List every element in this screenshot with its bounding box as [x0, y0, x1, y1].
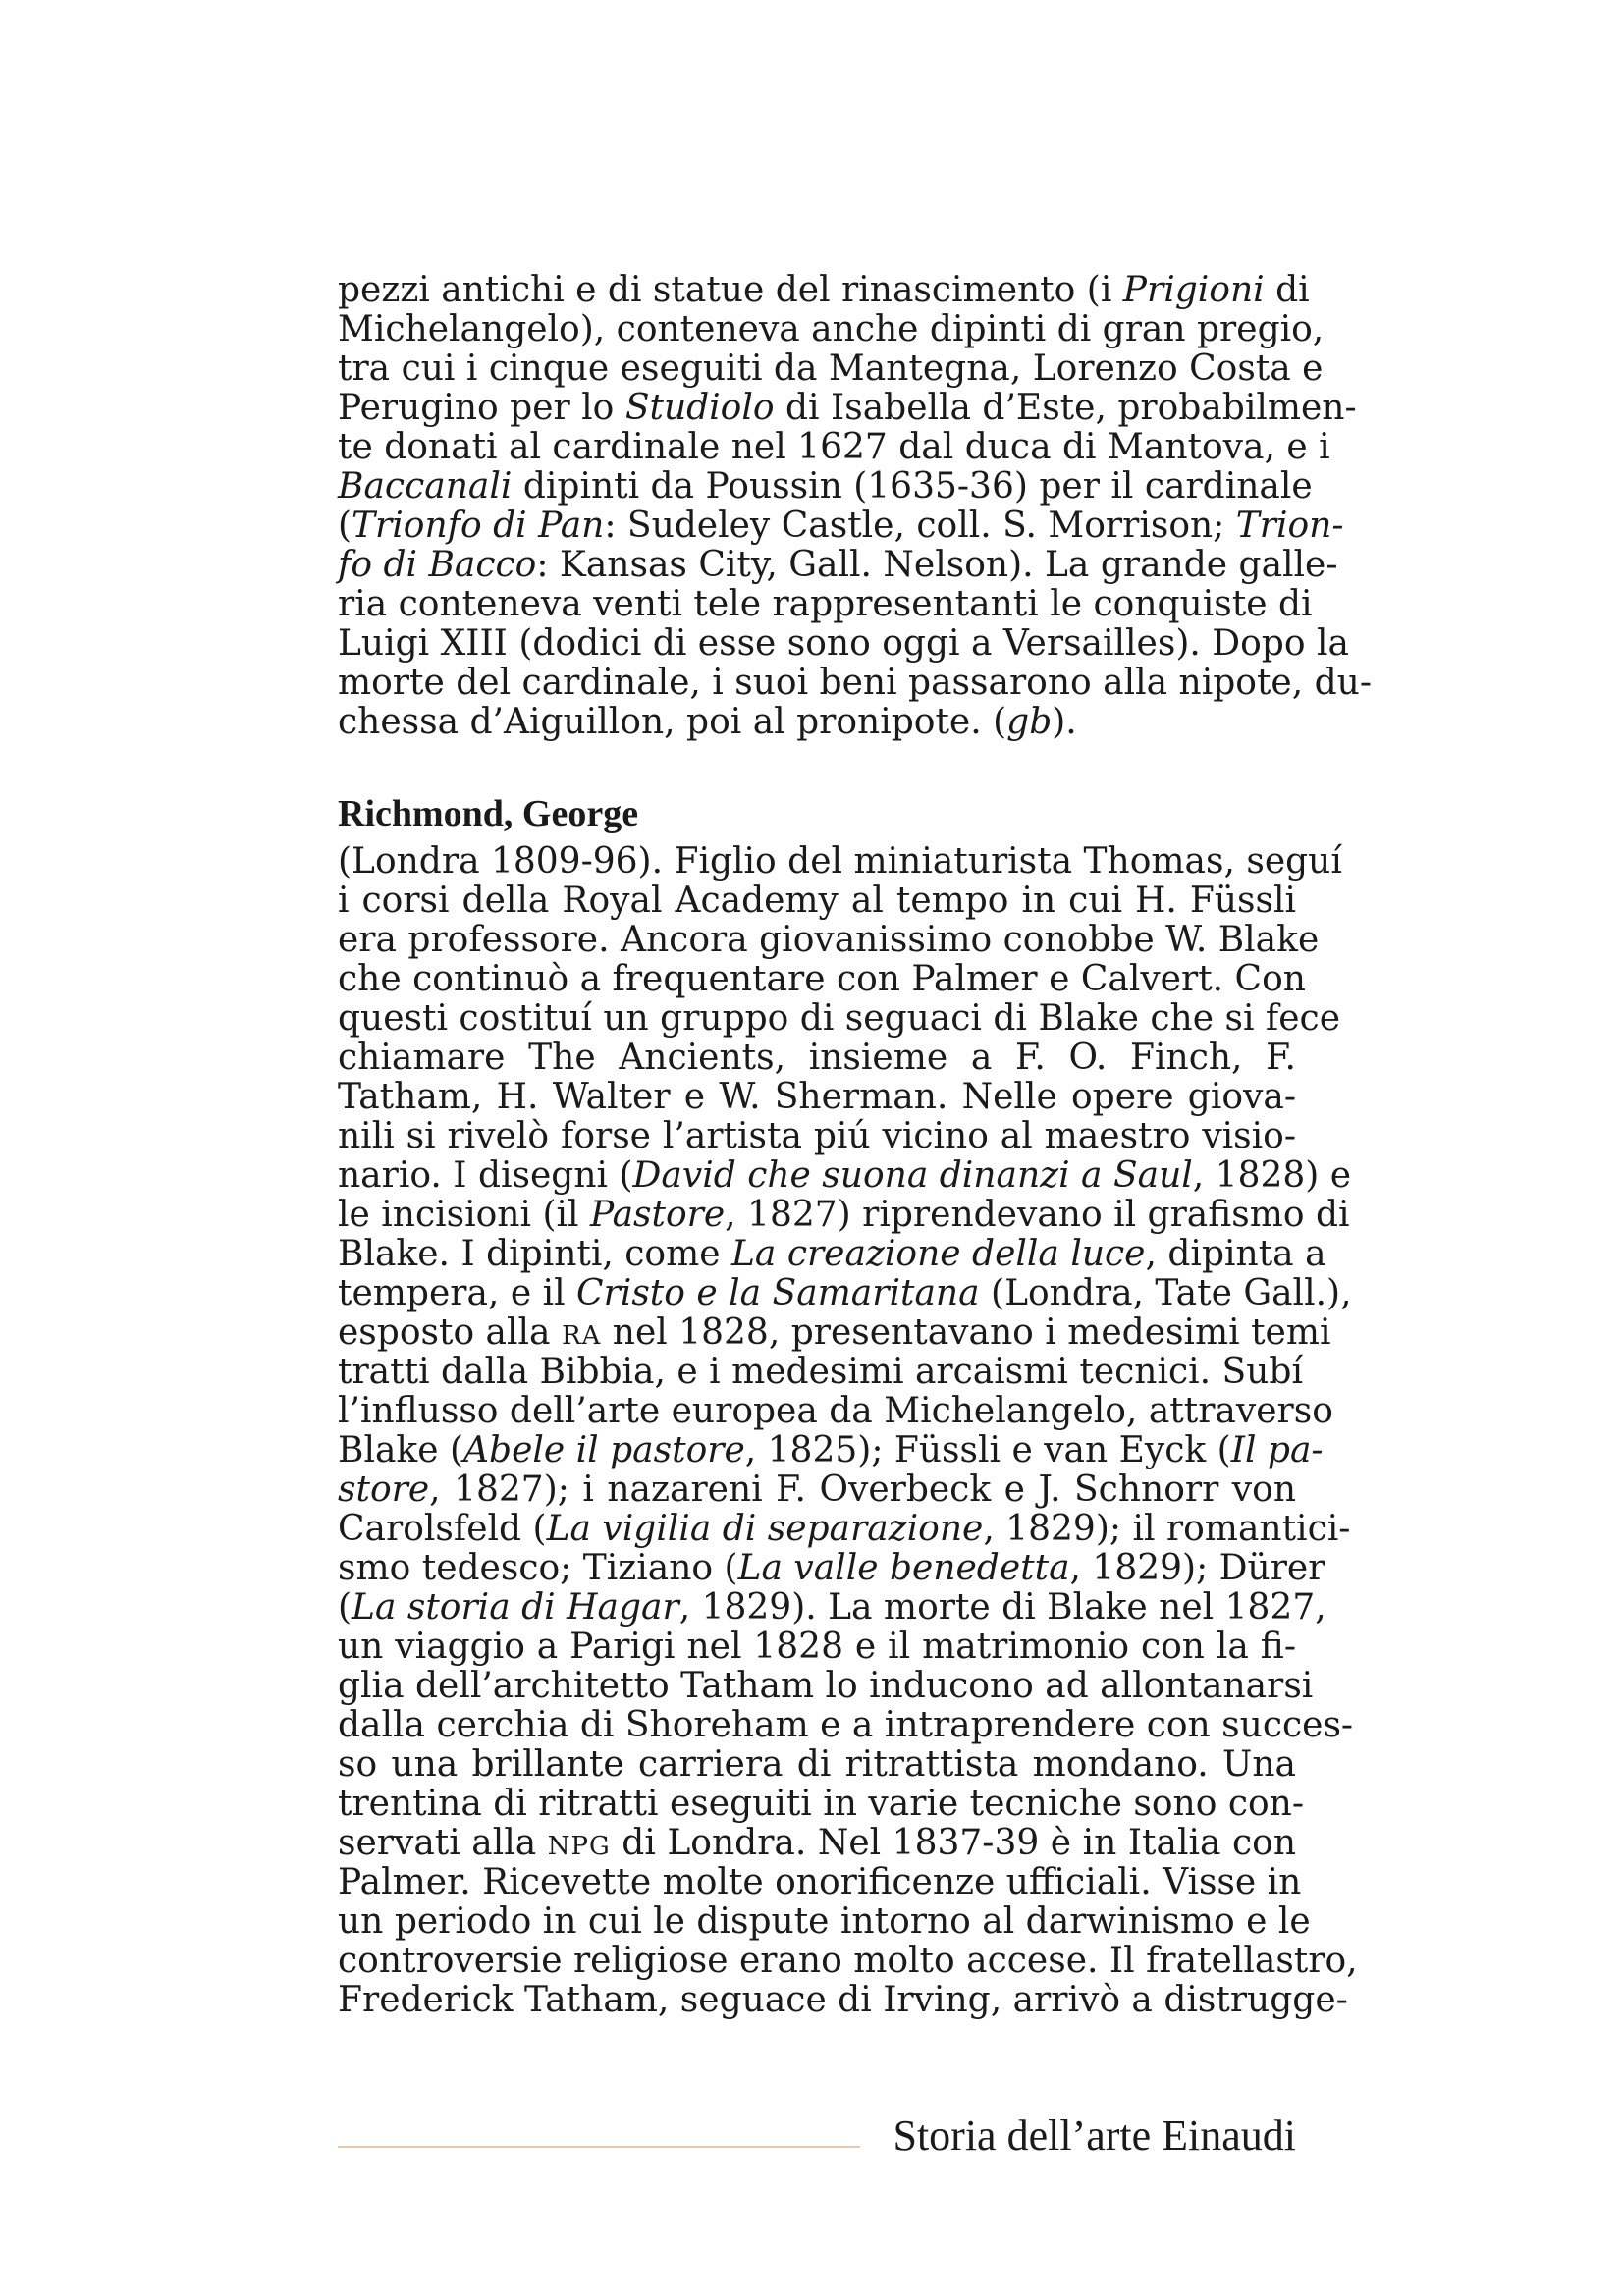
text-run: di Londra. Nel 1837-39 è in Italia con: [610, 1823, 1296, 1863]
text-run: trentina di ritratti eseguiti in varie tecniche sono con-: [338, 1784, 1305, 1824]
continued-entry-text: [338, 270, 1372, 742]
entry-line: [338, 1509, 1351, 1549]
italic-title: Baccanali: [338, 466, 513, 507]
italic-title: gb: [1006, 702, 1053, 742]
italic-title: Cristo e la Samaritana: [576, 1273, 980, 1313]
entry-line: [338, 841, 1342, 881]
abbreviation: NPG: [547, 1832, 611, 1861]
text-run: morte del cardinale, i suoi beni passarono alla nipote, du-: [338, 663, 1372, 703]
footer-rule: [338, 2146, 860, 2148]
entry-line: [338, 1117, 1296, 1156]
entry-line: [338, 1980, 1348, 2020]
text-run: chiamare The Ancients, insieme a F. O. Finch, F.: [338, 1038, 1296, 1078]
text-run: , 1827); i nazareni F. Overbeck e J. Schnorr von: [429, 1469, 1296, 1510]
entry-line: [338, 1745, 1296, 1785]
text-run: so una brillante carriera di ritrattista mondano. Una: [338, 1744, 1296, 1785]
text-run: nili si rivelò forse l’artista piú vicino al maestro visio-: [338, 1116, 1296, 1156]
text-run: , 1829); Dürer: [1069, 1548, 1325, 1588]
text-run: (: [338, 1587, 352, 1628]
entry-line: [338, 1195, 1350, 1235]
entry-line: [338, 1234, 1326, 1274]
italic-title: David che suona dinanzi a Saul: [632, 1155, 1193, 1196]
text-run: controversie religiose erano molto accese. Il fratellastro,: [338, 1941, 1358, 1981]
text-run: nel 1828, presentavano i medesimi temi: [601, 1312, 1331, 1353]
text-run: che continuò a frequentare con Palmer e Calvert. Con: [338, 959, 1306, 999]
continuation-line: [338, 427, 1330, 467]
text-run: chessa d’Aiguillon, poi al pronipote. (: [338, 702, 1007, 742]
entry-line: [338, 1548, 1325, 1588]
entry-line: [338, 1587, 1326, 1628]
entry-line: [338, 1352, 1303, 1392]
text-run: tra cui i cinque eseguiti da Mantegna, Lorenzo Costa e: [338, 348, 1324, 389]
entry-line: [338, 881, 1296, 921]
text-run: esposto alla: [338, 1312, 562, 1353]
continuation-line: [338, 545, 1338, 585]
entry-line: [338, 959, 1306, 999]
entry-line: [338, 1430, 1324, 1470]
entry-body-text: [338, 841, 1358, 2020]
text-run: un viaggio a Parigi nel 1828 e il matrimonio con la fi-: [338, 1627, 1296, 1667]
entry-line: [338, 1391, 1333, 1431]
text-run: ria conteneva venti tele rappresentanti le conquiste di: [338, 584, 1313, 624]
text-run: dalla cerchia di Shoreham e a intraprendere con succes-: [338, 1705, 1354, 1745]
text-column: [338, 270, 1372, 2020]
continuation-line: [338, 623, 1349, 664]
italic-title: Abele il pastore: [463, 1430, 745, 1470]
continuation-line: [338, 466, 1313, 507]
footer-series-title: Storia dell’arte Einaudi: [893, 2111, 1296, 2160]
entry-line: [338, 1901, 1311, 1942]
abbreviation: RA: [561, 1321, 602, 1351]
text-run: (Londra, Tate Gall.),: [979, 1273, 1352, 1313]
text-run: era professore. Ancora giovanissimo conobbe W. Blake: [338, 920, 1320, 960]
continuation-line: [338, 348, 1324, 389]
entry-line: [338, 1078, 1296, 1117]
italic-title: La valle benedetta: [737, 1548, 1070, 1588]
text-run: questi costituí un gruppo di seguaci di Blake che si fece: [338, 998, 1341, 1039]
italic-title: store: [338, 1469, 430, 1510]
italic-title: Studiolo: [624, 388, 775, 428]
text-run: Michelangelo), conteneva anche dipinti di gran pregio,: [338, 309, 1325, 349]
text-run: servati alla: [338, 1823, 548, 1863]
text-run: Blake (: [338, 1430, 464, 1470]
text-run: te donati al cardinale nel 1627 dal duca di Mantova, e i: [338, 427, 1330, 467]
entry-line: [338, 1628, 1296, 1667]
italic-title: Prigioni: [1122, 270, 1265, 310]
entry-line: [338, 1470, 1296, 1510]
entry-line: [338, 1941, 1358, 1981]
text-run: Frederick Tatham, seguace di Irving, arrivò a distrugge-: [338, 1980, 1348, 2020]
text-run: , dipinta a: [1145, 1234, 1326, 1274]
text-run: nario. I disegni (: [338, 1155, 633, 1196]
text-run: , 1829). La morte di Blake nel 1827,: [678, 1587, 1326, 1628]
text-run: smo tedesco; Tiziano (: [338, 1548, 738, 1588]
italic-title: fo di Bacco: [338, 545, 537, 585]
italic-title: La storia di Hagar: [352, 1587, 679, 1628]
text-run: Palmer. Ricevette molte onorificenze ufficiali. Visse in: [338, 1862, 1302, 1902]
text-run: di: [1264, 270, 1310, 310]
text-run: Carolsfeld (: [338, 1509, 547, 1549]
text-run: (: [338, 506, 352, 546]
text-run: dipinti da Poussin (1635-36) per il cardinale: [512, 466, 1313, 507]
text-run: un periodo in cui le dispute intorno al darwinismo e le: [338, 1901, 1311, 1942]
text-run: glia dell’architetto Tatham lo inducono ad allontanarsi: [338, 1666, 1314, 1706]
italic-title: Trion-: [1235, 506, 1344, 546]
text-run: di Isabella d’Este, probabilmen-: [774, 388, 1357, 428]
continuation-line: [338, 309, 1325, 349]
text-run: Blake. I dipinti, come: [338, 1234, 731, 1274]
entry-line: [338, 1155, 1352, 1196]
entry-line: [338, 1784, 1305, 1824]
italic-title: La creazione della luce: [731, 1234, 1146, 1274]
text-run: : Kansas City, Gall. Nelson). La grande galle-: [536, 545, 1338, 585]
continuation-line: [338, 270, 1310, 310]
text-run: l’influsso dell’arte europea da Michelangelo, attraverso: [338, 1391, 1333, 1431]
entry-line: [338, 998, 1341, 1039]
entry-line: [338, 1273, 1352, 1313]
text-run: le incisioni (il: [338, 1195, 590, 1235]
italic-title: Pastore: [589, 1195, 726, 1235]
continuation-line: [338, 584, 1313, 624]
entry-line: [338, 1039, 1296, 1078]
text-run: tempera, e il: [338, 1273, 577, 1313]
text-run: i corsi della Royal Academy al tempo in cui H. Füssli: [338, 881, 1296, 921]
text-run: : Sudeley Castle, coll. S. Morrison;: [604, 506, 1236, 546]
text-run: ).: [1052, 702, 1077, 742]
text-run: , 1828) e: [1192, 1155, 1352, 1196]
entry-line: [338, 1705, 1354, 1745]
page-footer: [338, 2107, 1296, 2165]
text-run: , 1825); Füssli e van Eyck (: [744, 1430, 1231, 1470]
text-run: Luigi XIII (dodici di esse sono oggi a Versailles). Dopo la: [338, 623, 1349, 664]
continuation-line: [338, 703, 1296, 742]
continuation-line: [338, 663, 1372, 703]
continuation-line: [338, 388, 1357, 428]
text-run: Tatham, H. Walter e W. Sherman. Nelle opere giova-: [338, 1077, 1296, 1117]
entry-line: [338, 1666, 1314, 1706]
section-gap: [338, 742, 1296, 791]
continuation-line: [338, 506, 1344, 546]
text-run: , 1829); il romantici-: [983, 1509, 1351, 1549]
italic-title: La vigilia di separazione: [546, 1509, 984, 1549]
text-run: tratti dalla Bibbia, e i medesimi arcaismi tecnici. Subí: [338, 1352, 1303, 1392]
text-run: pezzi antichi e di statue del rinascimento (i: [338, 270, 1123, 310]
italic-title: Trionfo di Pan: [352, 506, 605, 546]
text-run: Perugino per lo: [338, 388, 625, 428]
entry-heading: Richmond, George: [338, 793, 639, 834]
text-run: , 1827) riprendevano il grafismo di: [725, 1195, 1350, 1235]
entry-line: [338, 1824, 1296, 1863]
entry-line: [338, 920, 1320, 960]
entry-line: [338, 1862, 1302, 1902]
italic-title: Il pa-: [1230, 1430, 1324, 1470]
entry-line: [338, 1312, 1331, 1353]
text-run: (Londra 1809-96). Figlio del miniaturista Thomas, seguí: [338, 841, 1342, 881]
